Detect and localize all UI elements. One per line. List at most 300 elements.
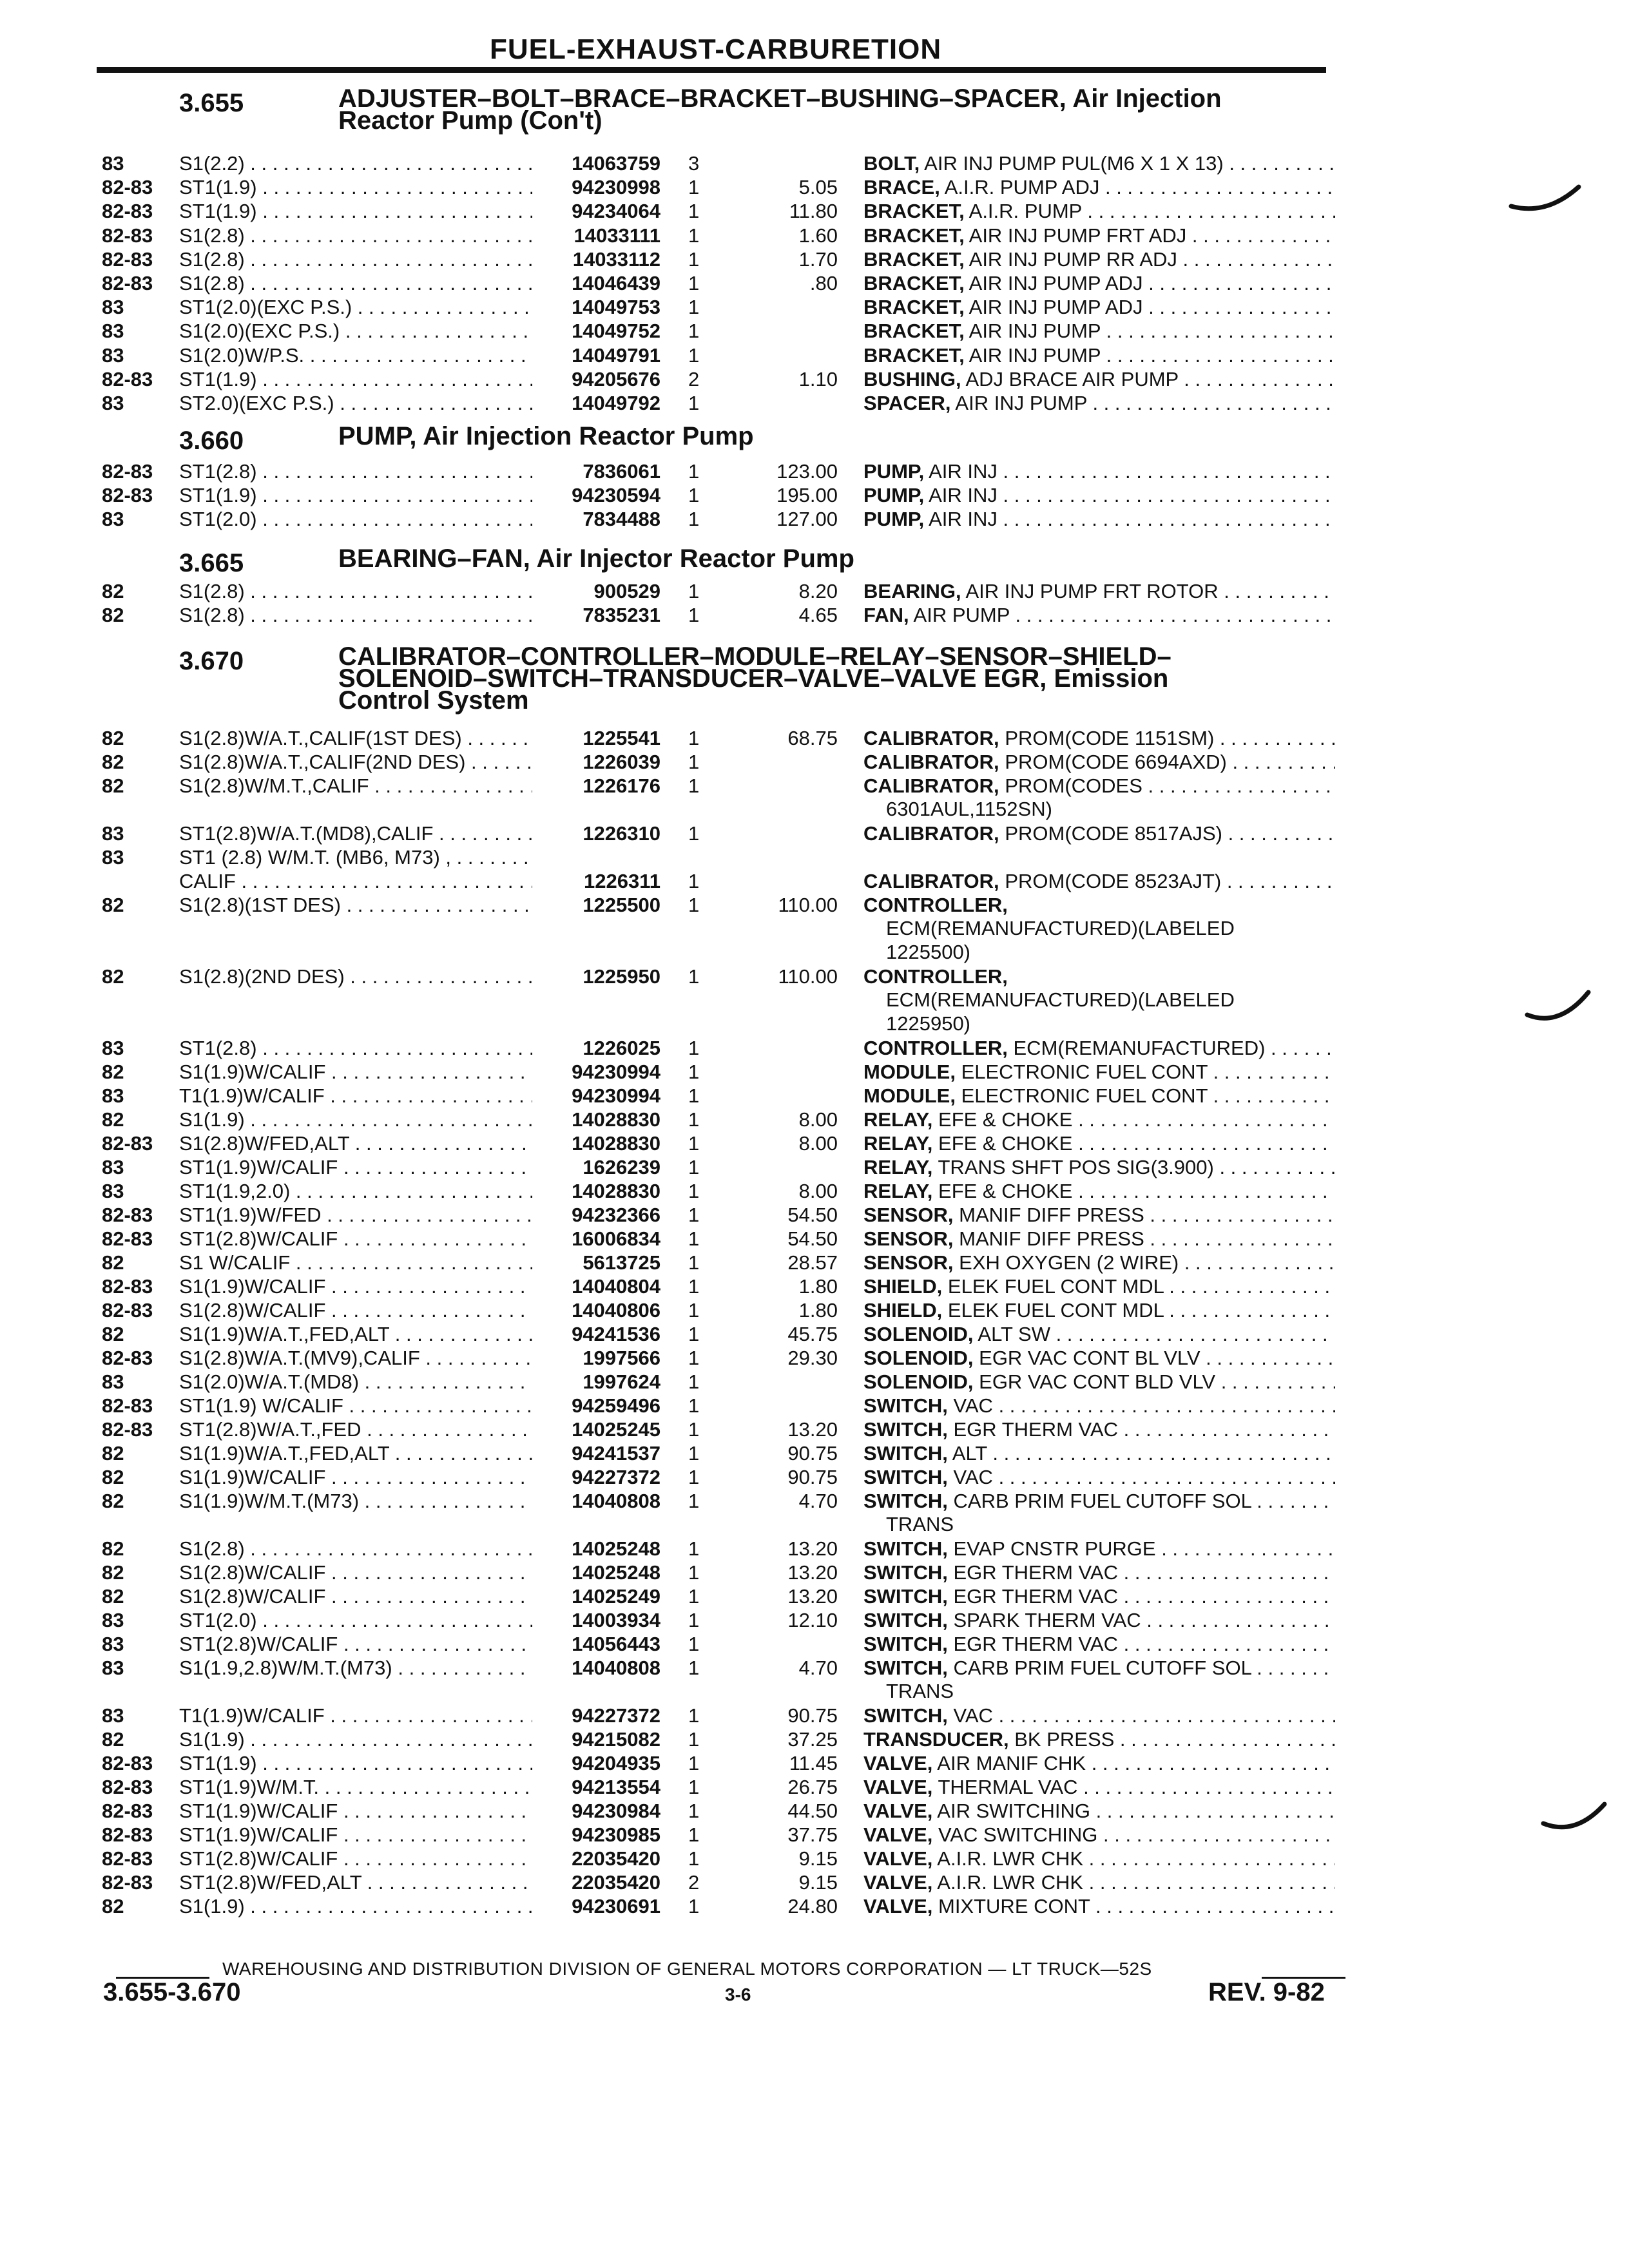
model-application: ST1(1.9,2.0) . . . xyxy=(179,1180,532,1203)
list-price: 1.60 xyxy=(798,224,838,247)
quantity: 1 xyxy=(688,1776,700,1798)
quantity: 1 xyxy=(688,1561,700,1584)
parts-row xyxy=(0,1466,1629,1489)
part-description xyxy=(863,176,1335,199)
part-number: 14049753 xyxy=(572,296,660,319)
part-number: 16006834 xyxy=(572,1227,660,1250)
section-title xyxy=(338,422,1324,450)
model-application: ST1(2.0) . . . xyxy=(179,508,532,531)
part-description xyxy=(863,320,1335,343)
footer-section-range: 3.655-3.670 xyxy=(103,1978,241,2006)
model-application: ST1(2.8)W/CALIF . . . xyxy=(179,1227,532,1251)
model-year: 82 xyxy=(102,894,124,916)
part-modifier: AIR INJ xyxy=(929,460,998,483)
part-number: 7836061 xyxy=(583,460,660,483)
part-noun: SWITCH, xyxy=(863,1704,948,1727)
model-application: ST1(1.9)W/FED . . . xyxy=(179,1204,532,1227)
section-number: 3.665 xyxy=(179,549,244,577)
description-continuation: 6301AUL,1152SN) xyxy=(886,798,1052,820)
part-number: 14040806 xyxy=(572,1299,660,1321)
part-number: 1626239 xyxy=(583,1156,660,1178)
section-title-line: BEARING–FAN, Air Injector Reactor Pump xyxy=(338,544,854,573)
part-description xyxy=(863,822,1335,845)
part-modifier: A.I.R. LWR CHK xyxy=(937,1847,1084,1870)
model-application: S1(2.8)W/CALIF . . . xyxy=(179,1299,532,1322)
parts-row xyxy=(0,460,1629,483)
parts-row xyxy=(0,1490,1629,1513)
part-modifier: EGR VAC CONT BL VLV xyxy=(979,1347,1200,1369)
part-modifier: AIR INJ PUMP PUL(M6 X 1 X 13) xyxy=(924,152,1224,175)
quantity: 1 xyxy=(688,224,700,247)
model-application: S1(1.9) . . . xyxy=(179,1895,532,1918)
quantity: 1 xyxy=(688,1847,700,1870)
list-price: 28.57 xyxy=(787,1251,838,1274)
parts-row xyxy=(0,918,1629,941)
margin-pen-mark xyxy=(1508,180,1585,219)
part-noun: VALVE, xyxy=(863,1871,933,1894)
parts-row xyxy=(0,248,1629,271)
part-description xyxy=(863,870,1335,893)
model-application: S1(2.8)W/M.T.,CALIF . . . xyxy=(179,774,532,798)
parts-row xyxy=(0,1800,1629,1823)
model-year: 82 xyxy=(102,751,124,773)
part-modifier: MANIF DIFF PRESS xyxy=(959,1204,1144,1226)
part-number: 94230984 xyxy=(572,1800,660,1822)
parts-row xyxy=(0,1370,1629,1394)
list-price: 1.10 xyxy=(798,367,838,390)
part-description xyxy=(863,1466,1335,1489)
quantity: 1 xyxy=(688,1728,700,1751)
part-number: 14028830 xyxy=(572,1180,660,1202)
footer-publisher-text: WAREHOUSING AND DISTRIBUTION DIVISION OF GENERAL MOTORS CORPORATION — LT TRUCK—52S xyxy=(222,1959,1152,1979)
model-application: S1(1.9)W/A.T.,FED,ALT . . . xyxy=(179,1323,532,1346)
part-noun: BRACKET, xyxy=(863,296,965,319)
part-noun: SOLENOID, xyxy=(863,1347,974,1369)
parts-row xyxy=(0,200,1629,223)
parts-row xyxy=(0,1704,1629,1727)
part-description xyxy=(863,1108,1335,1131)
quantity: 1 xyxy=(688,320,700,343)
section-title-line: Reactor Pump (Con't) xyxy=(338,106,602,135)
list-price: 9.15 xyxy=(798,1847,838,1870)
model-year: 83 xyxy=(102,1084,124,1107)
section-title-line: Control System xyxy=(338,686,529,715)
list-price: 24.80 xyxy=(787,1895,838,1917)
part-modifier: CARB PRIM FUEL CUTOFF SOL xyxy=(953,1490,1251,1512)
model-year: 82 xyxy=(102,1323,124,1345)
section-title xyxy=(338,84,1324,135)
description-continuation: TRANS xyxy=(886,1513,954,1535)
model-application: ST1(1.9) . . . xyxy=(179,484,532,507)
quantity: 1 xyxy=(688,1537,700,1560)
part-noun: PUMP, xyxy=(863,508,925,531)
parts-row xyxy=(0,1442,1629,1465)
part-number: 5613725 xyxy=(583,1251,660,1274)
description-continuation: TRANS xyxy=(886,1680,954,1702)
model-application: ST1(2.0) . . . xyxy=(179,1609,532,1632)
quantity: 1 xyxy=(688,1180,700,1202)
part-number: 1225950 xyxy=(583,965,660,988)
part-modifier: ALT xyxy=(952,1442,987,1465)
model-application: ST1(1.9)W/CALIF . . . xyxy=(179,1823,532,1847)
model-application: ST2.0)(EXC P.S.) . . . xyxy=(179,392,532,415)
model-application: ST1(1.9) W/CALIF . . . xyxy=(179,1394,532,1418)
part-modifier: EFE & CHOKE xyxy=(938,1108,1073,1131)
section-title-line: ADJUSTER–BOLT–BRACE–BRACKET–BUSHING–SPACER, Air Injection xyxy=(338,84,1222,113)
part-number: 14049792 xyxy=(572,392,660,414)
header-rule xyxy=(97,67,1326,73)
part-description xyxy=(863,508,1335,531)
model-application: S1(2.8)(1ST DES) . . . xyxy=(179,894,532,917)
parts-row xyxy=(0,965,1629,988)
part-number: 1226025 xyxy=(583,1037,660,1059)
part-modifier: VAC xyxy=(953,1466,993,1488)
parts-row xyxy=(0,1537,1629,1561)
quantity: 1 xyxy=(688,1442,700,1465)
quantity: 1 xyxy=(688,1895,700,1917)
part-noun: SOLENOID, xyxy=(863,1323,974,1345)
part-modifier: EVAP CNSTR PURGE xyxy=(953,1537,1156,1560)
part-modifier: ELEK FUEL CONT MDL xyxy=(947,1299,1164,1321)
part-noun: RELAY, xyxy=(863,1132,933,1155)
part-number: 14025248 xyxy=(572,1537,660,1560)
parts-row xyxy=(0,774,1629,798)
model-application: ST1(2.8)W/A.T.,FED . . . xyxy=(179,1418,532,1441)
part-noun: VALVE, xyxy=(863,1800,933,1822)
part-description xyxy=(863,1347,1335,1370)
parts-row xyxy=(0,822,1629,845)
model-year: 83 xyxy=(102,822,124,845)
part-number: 7834488 xyxy=(583,508,660,531)
part-description xyxy=(863,1299,1335,1322)
model-year: 82-83 xyxy=(102,460,153,483)
part-noun: BRACKET, xyxy=(863,224,965,247)
parts-row xyxy=(0,1227,1629,1251)
parts-row xyxy=(0,1657,1629,1680)
list-price: 44.50 xyxy=(787,1800,838,1822)
model-year: 82 xyxy=(102,604,124,627)
parts-row xyxy=(0,870,1629,893)
list-price: 13.20 xyxy=(787,1561,838,1584)
model-application: S1 W/CALIF . . . xyxy=(179,1251,532,1274)
quantity: 1 xyxy=(688,1347,700,1369)
parts-row xyxy=(0,508,1629,531)
part-description xyxy=(863,751,1335,774)
list-price: 11.80 xyxy=(789,200,838,223)
part-noun: BRACKET, xyxy=(863,343,965,367)
model-year: 82-83 xyxy=(102,1776,153,1798)
model-year: 82-83 xyxy=(102,1227,153,1250)
model-year: 82-83 xyxy=(102,272,153,294)
quantity: 1 xyxy=(688,1394,700,1417)
parts-row xyxy=(0,1180,1629,1203)
part-noun: SWITCH, xyxy=(863,1394,948,1417)
model-application: ST1(1.9) . . . xyxy=(179,200,532,223)
part-number: 94230994 xyxy=(572,1084,660,1107)
model-application: ST1(2.8)W/CALIF . . . xyxy=(179,1847,532,1870)
part-description xyxy=(863,200,1335,223)
part-noun: BRACE, xyxy=(863,176,940,199)
part-number: 94230994 xyxy=(572,1061,660,1083)
parts-row xyxy=(0,1847,1629,1870)
model-year: 83 xyxy=(102,1156,124,1178)
parts-row xyxy=(0,1823,1629,1847)
part-number: 14003934 xyxy=(572,1609,660,1631)
part-number: 14040804 xyxy=(572,1275,660,1298)
part-number: 94241536 xyxy=(572,1323,660,1345)
model-year: 82 xyxy=(102,1108,124,1131)
list-price: 45.75 xyxy=(787,1323,838,1345)
part-description xyxy=(863,484,1335,507)
quantity: 1 xyxy=(688,272,700,294)
model-year: 82-83 xyxy=(102,1752,153,1774)
model-year: 82-83 xyxy=(102,1299,153,1321)
part-noun: FAN, xyxy=(863,604,909,627)
part-modifier: BK PRESS xyxy=(1014,1728,1115,1751)
part-description xyxy=(863,1704,1335,1727)
model-application: ST1(1.9)W/M.T. . . . xyxy=(179,1776,532,1799)
part-modifier: ELECTRONIC FUEL CONT xyxy=(961,1061,1208,1083)
part-modifier: PROM(CODE 6694AXD) xyxy=(1005,751,1227,773)
list-price: 123.00 xyxy=(776,460,838,483)
part-description xyxy=(863,1323,1335,1346)
list-price: 12.10 xyxy=(787,1609,838,1631)
quantity: 1 xyxy=(688,176,700,199)
quantity: 1 xyxy=(688,727,700,749)
parts-row xyxy=(0,1776,1629,1799)
page-header-title: FUEL-EXHAUST-CARBURETION xyxy=(490,34,942,65)
model-year: 82-83 xyxy=(102,1800,153,1822)
model-year: 82 xyxy=(102,580,124,602)
parts-row xyxy=(0,484,1629,507)
part-modifier: THERMAL VAC xyxy=(938,1776,1078,1798)
part-modifier: AIR MANIF CHK xyxy=(937,1752,1086,1774)
part-number: 14028830 xyxy=(572,1132,660,1155)
model-year: 82-83 xyxy=(102,1847,153,1870)
model-year: 83 xyxy=(102,1609,124,1631)
part-description xyxy=(863,1800,1335,1823)
list-price: 1.80 xyxy=(798,1299,838,1321)
part-modifier: AIR INJ PUMP xyxy=(969,343,1101,367)
part-noun: SWITCH, xyxy=(863,1561,948,1584)
part-description xyxy=(863,1251,1335,1274)
model-year: 82-83 xyxy=(102,1132,153,1155)
part-number: 14040808 xyxy=(572,1657,660,1679)
part-number: 14049791 xyxy=(572,343,660,367)
list-price: 4.70 xyxy=(798,1490,838,1512)
part-description xyxy=(863,224,1335,247)
part-modifier: AIR PUMP xyxy=(913,604,1010,627)
list-price: 8.20 xyxy=(798,580,838,602)
part-description xyxy=(863,1561,1335,1584)
section-title xyxy=(338,544,1324,573)
list-price: 37.25 xyxy=(787,1728,838,1751)
model-application: S1(2.8) . . . xyxy=(179,272,532,295)
part-number: 94230594 xyxy=(572,484,660,507)
parts-row xyxy=(0,1037,1629,1060)
list-price: 90.75 xyxy=(787,1466,838,1488)
part-description xyxy=(863,1490,1335,1513)
model-application: S1(1.9)W/A.T.,FED,ALT . . . xyxy=(179,1442,532,1465)
part-description xyxy=(863,1180,1335,1203)
part-number: 14046439 xyxy=(572,272,660,294)
quantity: 2 xyxy=(688,367,700,390)
part-noun: CALIBRATOR, xyxy=(863,870,999,892)
part-modifier: ADJ BRACE AIR PUMP xyxy=(965,367,1179,390)
model-year: 82 xyxy=(102,1442,124,1465)
model-application: ST1(2.8) . . . xyxy=(179,1037,532,1060)
parts-row xyxy=(0,1394,1629,1418)
part-number: 94230691 xyxy=(572,1895,660,1917)
model-year: 82 xyxy=(102,1537,124,1560)
quantity: 1 xyxy=(688,1108,700,1131)
footer-revision: REV. 9-82 xyxy=(1208,1978,1325,2006)
list-price: 29.30 xyxy=(787,1347,838,1369)
list-price: 54.50 xyxy=(787,1227,838,1250)
part-description xyxy=(863,296,1335,319)
quantity: 1 xyxy=(688,1275,700,1298)
part-number: 14028830 xyxy=(572,1108,660,1131)
part-number: 1997624 xyxy=(583,1370,660,1393)
part-description xyxy=(863,152,1335,175)
part-modifier: AIR INJ PUMP ADJ xyxy=(969,272,1143,294)
parts-row xyxy=(0,392,1629,415)
part-noun: SWITCH, xyxy=(863,1585,948,1608)
part-description xyxy=(863,1633,1335,1656)
quantity: 1 xyxy=(688,774,700,797)
parts-row xyxy=(0,1609,1629,1632)
model-application: S1(1.9,2.8)W/M.T.(M73) . . . xyxy=(179,1657,532,1680)
model-year: 82-83 xyxy=(102,1871,153,1894)
model-application: ST1(2.8)W/CALIF . . . xyxy=(179,1633,532,1656)
parts-row xyxy=(0,1752,1629,1775)
part-number: 94230985 xyxy=(572,1823,660,1846)
part-modifier: PROM(CODE 1151SM) xyxy=(1005,727,1215,749)
part-modifier: PROM(CODES xyxy=(1005,774,1142,797)
part-modifier: MIXTURE CONT xyxy=(938,1895,1090,1917)
list-price: 110.00 xyxy=(778,894,838,916)
part-noun: CONTROLLER, xyxy=(863,1037,1008,1059)
part-description xyxy=(863,1061,1335,1084)
parts-row xyxy=(0,1251,1629,1274)
part-number: 94227372 xyxy=(572,1704,660,1727)
list-price: 11.45 xyxy=(789,1752,838,1774)
quantity: 1 xyxy=(688,392,700,414)
model-year: 82 xyxy=(102,965,124,988)
quantity: 1 xyxy=(688,1251,700,1274)
model-year: 82-83 xyxy=(102,484,153,507)
part-noun: CALIBRATOR, xyxy=(863,774,999,797)
part-noun: VALVE, xyxy=(863,1752,933,1774)
model-application: S1(2.8)W/A.T.(MV9),CALIF . . . xyxy=(179,1347,532,1370)
model-application: S1(1.9)W/CALIF . . . xyxy=(179,1061,532,1084)
part-noun: RELAY, xyxy=(863,1180,933,1202)
part-modifier: PROM(CODE 8517AJS) xyxy=(1005,822,1222,845)
part-modifier: A.I.R. LWR CHK xyxy=(937,1871,1084,1894)
model-application: S1(2.8) . . . xyxy=(179,580,532,603)
model-application: S1(2.8)(2ND DES) . . . xyxy=(179,965,532,988)
quantity: 1 xyxy=(688,1084,700,1107)
part-description xyxy=(863,368,1335,391)
quantity: 1 xyxy=(688,1370,700,1393)
quantity: 1 xyxy=(688,1156,700,1178)
parts-row xyxy=(0,1108,1629,1131)
model-year: 82 xyxy=(102,1251,124,1274)
quantity: 1 xyxy=(688,1800,700,1822)
model-year: 82-83 xyxy=(102,1204,153,1226)
part-modifier: EFE & CHOKE xyxy=(938,1180,1073,1202)
model-year: 83 xyxy=(102,508,124,531)
part-description xyxy=(863,344,1335,367)
part-description xyxy=(863,1156,1335,1179)
parts-row xyxy=(0,751,1629,774)
part-modifier: EGR THERM VAC xyxy=(953,1585,1118,1608)
list-price: 54.50 xyxy=(787,1204,838,1226)
part-description xyxy=(863,1132,1335,1155)
model-application: S1(2.2) . . . xyxy=(179,152,532,175)
part-noun: CALIBRATOR, xyxy=(863,751,999,773)
part-noun: SENSOR, xyxy=(863,1227,954,1250)
part-number: 94205676 xyxy=(572,367,660,390)
quantity: 1 xyxy=(688,200,700,223)
model-year: 82-83 xyxy=(102,1275,153,1298)
model-year: 82-83 xyxy=(102,1823,153,1846)
model-application: S1(2.8)W/A.T.,CALIF(1ST DES) . . . xyxy=(179,727,532,750)
part-noun: SWITCH, xyxy=(863,1633,948,1655)
part-noun: BUSHING, xyxy=(863,367,961,390)
quantity: 1 xyxy=(688,604,700,627)
parts-row xyxy=(0,368,1629,391)
part-noun: BEARING, xyxy=(863,580,961,602)
model-year: 83 xyxy=(102,296,124,319)
part-noun: BRACKET, xyxy=(863,320,965,343)
list-price: 110.00 xyxy=(778,965,838,988)
model-year: 82 xyxy=(102,1585,124,1608)
model-year: 82-83 xyxy=(102,367,153,390)
part-number: 1997566 xyxy=(583,1347,660,1369)
part-number: 94204935 xyxy=(572,1752,660,1774)
model-application: ST1(1.9) . . . xyxy=(179,368,532,391)
model-year: 83 xyxy=(102,1633,124,1655)
part-noun: SENSOR, xyxy=(863,1251,954,1274)
model-year: 83 xyxy=(102,152,124,175)
parts-row xyxy=(0,224,1629,247)
model-year: 83 xyxy=(102,1037,124,1059)
parts-row xyxy=(0,846,1629,869)
model-application: S1(2.0)(EXC P.S.) . . . xyxy=(179,320,532,343)
part-description xyxy=(863,460,1335,483)
parts-row xyxy=(0,344,1629,367)
parts-row xyxy=(0,894,1629,917)
model-year: 83 xyxy=(102,1657,124,1679)
part-number: 1226039 xyxy=(583,751,660,773)
model-year: 82-83 xyxy=(102,1394,153,1417)
list-price: 8.00 xyxy=(798,1180,838,1202)
quantity: 1 xyxy=(688,1227,700,1250)
section-title-line: SOLENOID–SWITCH–TRANSDUCER–VALVE–VALVE EGR, Emission xyxy=(338,664,1169,693)
list-price: 4.70 xyxy=(798,1657,838,1679)
model-year: 82 xyxy=(102,774,124,797)
part-noun: CONTROLLER, xyxy=(863,894,1008,916)
part-noun: RELAY, xyxy=(863,1108,933,1131)
part-modifier: VAC xyxy=(953,1394,993,1417)
list-price: 195.00 xyxy=(776,484,838,507)
part-noun: PUMP, xyxy=(863,484,925,507)
quantity: 1 xyxy=(688,1752,700,1774)
quantity: 1 xyxy=(688,296,700,319)
part-modifier: AIR INJ PUMP xyxy=(955,392,1087,414)
section-number: 3.670 xyxy=(179,647,244,675)
